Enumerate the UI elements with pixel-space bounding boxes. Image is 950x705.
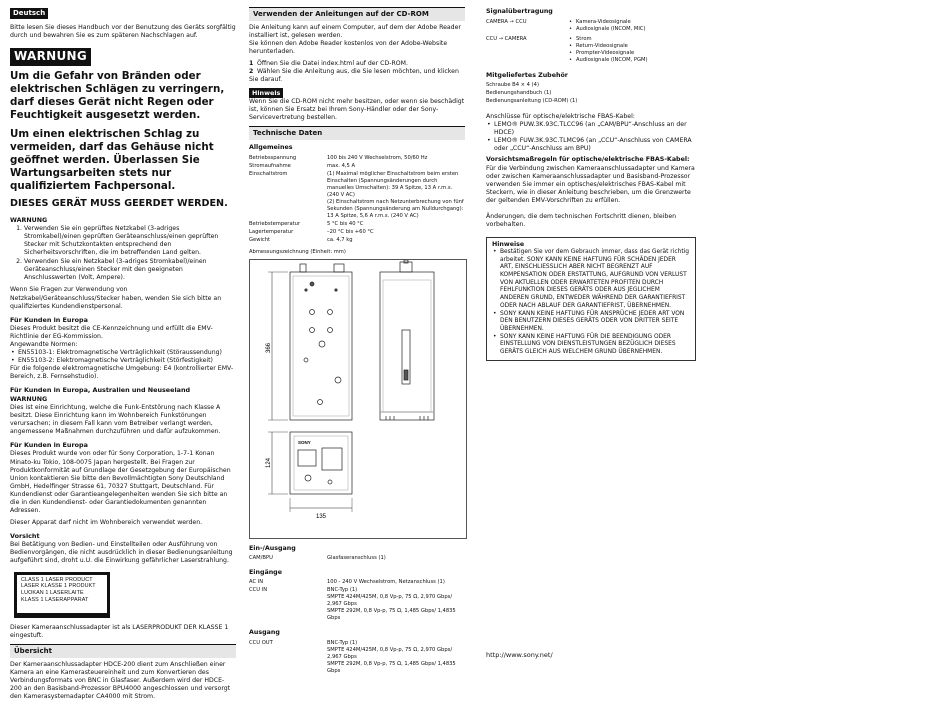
vorsicht-fbas-text: Für die Verbindung zwischen Kameraanschlussadapter und Kamera oder zwischen Kameraanschlussadapter und Basisband-Prozessor verwenden Sie immer ein optisches/elektrisches FBAS-Kabel mit Steckern, wie in dieser Anleitung beschrieben, um die Grenzwerte der geltenden EMV-Vorschriften zu erfüllen. — [486, 164, 695, 204]
eu-norms — [10, 349, 236, 365]
cd-text2: Sie können den Adobe Reader kostenlos von der Adobe-Website herunterladen. — [249, 40, 448, 56]
dim-135-label: 135 — [315, 514, 327, 521]
spec-key: CAM/BPU — [249, 555, 273, 562]
sony-logo: SONY — [298, 440, 311, 446]
uebersicht-heading: Übersicht — [10, 644, 236, 658]
uebersicht-text: Der Kameraanschlussadapter HDCE-200 dient zum Anschließen einer Kamera an eine Kamerasteuereinheit und zum Konvertieren des Verbindungsformats von BNC in Glasfaser. Außerdem wird der HDCE-200 an den Basisband-Prozessor BPU4000 angeschlossen und versorgt den Kamerasystemadapter CA4000 mit Strom. — [10, 660, 231, 701]
laser-line: LUOKAN 1 LASERLAITE — [21, 590, 84, 597]
spec-value: ca. 4,7 kg — [327, 237, 353, 244]
hinweise-heading: Hinweise — [492, 240, 525, 248]
list-item: • Return-Videosignale — [576, 43, 696, 50]
dim-124-label: 124 — [266, 458, 272, 469]
laser-line: LASER KLASSE 1 PRODUKT — [21, 583, 96, 590]
eu-norms-label: Angewandte Normen: — [10, 341, 78, 349]
warnung-list — [10, 225, 236, 282]
list-item: • LEMO® FUW.3K.93C.TLMC96 (an „CCU“-Anschluss von CAMERA oder „CCU“-Anschluss am BPU) — [494, 137, 696, 153]
tech-heading: Technische Daten — [249, 126, 465, 140]
spec-key: Lagertemperatur — [249, 229, 294, 236]
vorsicht-heading: Vorsicht — [10, 532, 40, 541]
spec-value: 5 °C bis 40 °C — [327, 221, 364, 228]
list-item: • SONY KANN KEINE HAFTUNG FÜR ANSPRÜCHE JEDER ART VON DEN BENUTZERN DIESES GERÄTS ODER VON DRITTER SEITE ÜBERNEHMEN. — [500, 311, 690, 334]
spec-key: Stromaufnahme — [249, 163, 291, 170]
hinweis-text: Wenn Sie die CD-ROM nicht mehr besitzen, oder wenn sie beschädigt ist, können Sie Ersatz bei Ihrem Sony-Händler oder der Sony-Servicevertretung bestellen. — [249, 97, 465, 121]
cd-text1: Die Anleitung kann auf einem Computer, auf dem der Adobe Reader installiert ist, gelesen werden. — [249, 24, 461, 40]
spec-value: 100 bis 240 V Wechselstrom, 50/60 Hz — [327, 155, 428, 162]
hinweis-tag: Hinweis — [249, 88, 283, 98]
spec-table — [249, 155, 465, 245]
spec-key: CCU OUT — [249, 639, 273, 646]
list-item: • Bestätigen Sie vor dem Gebrauch immer, dass das Gerät richtig arbeitet. SONY KANN KEINE HAFTUNG FÜR SCHÄDEN JEDER ART, EINSCHLIESSLICH ABER NICHT BEGRENZT AUF KOMPENSATION ODER ERSTATTUNG, AUFGRUND VON VERLUST VON AKTUELLEN ODER ERWARTETEN PROFITEN DURCH FEHLFUNKTION DIESES GERÄTS ODER AUS JEGLICHEM ANDEREN GRUND, ENTWEDER WÄHREND DER GARANTIEFRIST ODER NACH ABLAUF DER GARANTIEFRIST, ÜBERNEHMEN. — [500, 249, 690, 310]
column-left — [10, 8, 236, 705]
zubehoer-item: Schraube B4 × 4 (4) — [486, 82, 539, 89]
eu2-heading: Für Kunden in Europa, Australien und Neuseeland — [10, 386, 191, 395]
signal-key: CAMERA → CCU — [486, 19, 527, 26]
aenderungen-text: Änderungen, die dem technischen Fortschritt dienen, bleiben vorbehalten. — [486, 212, 677, 228]
spec-key: Gewicht — [249, 237, 271, 244]
warning-fire: Um die Gefahr von Bränden oder elektrischen Schlägen zu verringern, darf dieses Gerät nicht Regen oder Feuchtigkeit ausgesetzt werden. — [10, 69, 225, 122]
list-item: • Audiosignale (INCOM, PGM) — [576, 57, 696, 64]
laser-label — [14, 572, 110, 618]
eu-text: Dieses Produkt besitzt die CE-Kennzeichnung und erfüllt die EMV-Richtlinie der EG-Kommission. — [10, 324, 213, 341]
warning-box: WARNUNG — [10, 48, 91, 66]
spec-table — [249, 555, 465, 563]
list-item: • EN55103-1: Elektromagnetische Verträglichkeit (Störaussendung) — [18, 349, 236, 357]
spec-value: BNC-Typ (1) SMPTE 424M/425M, 0,8 Vp-p, 75 Ω, 2,970 Gbps/ 2,967 Gbps SMPTE 292M, 0,8 Vp-p, 75 Ω, 1,485 Gbps/ 1,4835 Gbps — [327, 639, 456, 674]
spec-value: 100 - 240 V Wechselstrom, Netzanschluss (1) — [327, 579, 445, 586]
signal-heading: Signalübertragung — [486, 8, 553, 15]
signal-table — [486, 19, 696, 64]
einaus-heading: Ein-/Ausgang — [249, 545, 296, 553]
list-item: 1. Verwenden Sie ein geprüftes Netzkabel (3-adriges Stromkabel)/einen geprüften Geräteanschluss/einen geprüften Stecker mit Schutzkontakten entsprechend den Sicherheitsvorschriften, die im betreffenden Land gelten. — [24, 225, 236, 257]
warning-shock: Um einen elektrischen Schlag zu vermeiden, darf das Gehäuse nicht geöffnet werden. Überlassen Sie Wartungsarbeiten stets nur qualifiziertem Fachpersonal. — [10, 127, 214, 193]
spec-table — [249, 640, 465, 676]
language-label: Deutsch — [10, 8, 48, 19]
column-right — [486, 8, 696, 361]
spec-value: max. 4,5 A — [327, 163, 356, 170]
spec-key: Betriebsspannung — [249, 155, 297, 162]
laser-text: Dieser Kameraanschlussadapter ist als LASERPRODUKT DER KLASSE 1 eingestuft. — [10, 623, 229, 639]
spec-value: –20 °C bis +60 °C — [327, 229, 374, 236]
cd-step: 1 Öffnen Sie die Datei index.html auf der CD-ROM. — [249, 60, 408, 68]
ausgang-heading: Ausgang — [249, 629, 280, 637]
list-item: • LEMO® PUW.3K.93C.TLCC96 (an „CAM/BPU“-Anschluss an der HDCE) — [494, 121, 696, 137]
eu3-text: Dieses Produkt wurde von oder für Sony Corporation, 1-7-1 Konan Minato-ku Tokio, 108-0075 Japan hergestellt. Bei Fragen zur Produktkonformität auf Grundlage der Gesetzgebung der Europäischen Union kontaktieren Sie bitte den Bevollmächtigten Sony Deutschland GmbH, Hedelfinger Strasse 61, 70327 Stuttgart, Deutschland. Für Kundendienst oder Garantieangelegenheiten wenden Sie sich bitte an die in den Kundendienst- oder Garantiedokumenten genannten Adressen. — [10, 450, 231, 514]
spec-table — [249, 579, 465, 623]
fragen-text: Wenn Sie Fragen zur Verwendung von Netzkabel/Geräteanschluss/Stecker haben, wenden Sie sich bitte an qualifiziertes Kundendienstpersonal. — [10, 286, 222, 310]
vorsicht-text: Bei Betätigung von Bedien- und Einstellteilen oder Ausführung von Bedienvorgängen, die nicht ausdrücklich in dieser Bedienungsanleitung aufgeführt sind, droht u.U. die Einwirkung gefährlicher Laserstrahlung. — [10, 541, 233, 565]
signal-items — [568, 19, 696, 33]
intro-text: Bitte lesen Sie dieses Handbuch vor der Benutzung des Geräts sorgfältig durch und bewahren Sie es zum späteren Nachschlagen auf. — [10, 24, 236, 40]
spec-value: Glasfaseranschluss (1) — [327, 555, 386, 562]
dimension-drawing — [249, 259, 467, 539]
list-item: • EN55103-2: Elektromagnetische Verträglichkeit (Störfestigkeit) — [18, 357, 236, 365]
fbas-intro: Anschlüsse für optische/elektrische FBAS-Kabel: — [486, 113, 635, 121]
list-item: • Prompter-Videosignale — [576, 50, 696, 57]
signal-key: CCU → CAMERA — [486, 36, 527, 43]
eu-environment: Für die folgende elektromagnetische Umgebung: E4 (kontrollierter EMV-Bereich, z.B. Fernsehstudio). — [10, 365, 234, 381]
eu-heading: Für Kunden in Europa — [10, 315, 88, 324]
zubehoer-heading: Mitgeliefertes Zubehör — [486, 72, 568, 80]
laser-line: CLASS 1 LASER PRODUCT — [21, 576, 93, 583]
signal-items — [568, 33, 696, 64]
cd-step: 2 Wählen Sie die Anleitung aus, die Sie lesen möchten, und klicken Sie darauf. — [249, 68, 459, 84]
zubehoer-item: Bedienungshandbuch (1) — [486, 89, 552, 96]
footer-url[interactable]: http://www.sony.net/ — [486, 651, 553, 659]
warnung-heading: WARNUNG — [10, 216, 48, 224]
spec-key: AC IN — [249, 579, 264, 586]
list-item: • Strom — [576, 36, 696, 43]
dimension-svg — [250, 260, 466, 538]
eingaenge-heading: Eingänge — [249, 569, 282, 577]
list-item: 2. Verwenden Sie ein Netzkabel (3-adriges Stromkabel)/einen Geräteanschluss/einen Stecker mit den geeigneten Anschlusswerten (Volt, Ampere). — [24, 258, 236, 282]
laser-line: KLASS 1 LASERAPPARAT — [21, 596, 89, 603]
list-item: • Audiosignale (INCOM, MIC) — [576, 26, 696, 33]
column-middle — [249, 4, 465, 679]
wohnbereich-text: Dieser Apparat darf nicht im Wohnbereich verwendet werden. — [10, 518, 203, 526]
fbas-list — [486, 121, 696, 153]
spec-key: Betriebstemperatur — [249, 221, 301, 228]
allgemeines-heading: Allgemeines — [249, 144, 293, 152]
zubehoer-item: Bedienungsanleitung (CD-ROM) (1) — [486, 97, 578, 104]
spec-value: BNC-Typ (1) SMPTE 424M/425M, 0,8 Vp-p, 75 Ω, 2,970 Gbps/ 2,967 Gbps SMPTE 292M, 0,8 Vp-p, 75 Ω, 1,485 Gbps/ 1,4835 Gbps — [327, 587, 456, 622]
list-item: • Kamera-Videosignale — [576, 19, 696, 26]
spec-value: (1) Maximal möglicher Einschaltstrom beim ersten Einschalten (Spannungsänderungen durch manuelles Umschalten): 39 A Spitze, 13 A r.m.s. (240 V AC) (2) Einschaltstrom nach Netzunterbrechung von fünf Sekunden (Spannungsänderung am Nulldurchgang): 13 A Spitze, 5,6 A r.m.s. (240 V AC) — [327, 171, 464, 220]
spec-key: CCU IN — [249, 587, 268, 594]
dim-366-label: 366 — [266, 343, 272, 354]
eu3-heading: Für Kunden in Europa — [10, 441, 88, 450]
spec-key: Einschaltstrom — [249, 171, 288, 178]
drawing-caption: Abmessungszeichnung (Einheit: mm) — [249, 248, 346, 255]
warning-ground: DIESES GERÄT MUSS GEERDET WERDEN. — [10, 198, 228, 210]
hinweise-box — [486, 237, 696, 361]
eu2-subheading: WARNUNG — [10, 395, 48, 403]
cd-heading: Verwenden der Anleitungen auf der CD-ROM — [249, 7, 465, 21]
eu2-text: Dies ist eine Einrichtung, welche die Funk-Entstörung nach Klasse A besitzt. Diese Einrichtung kann im Wohnbereich Funkstörungen verursachen; in diesem Fall kann vom Betreiber verlangt werden, angemessene Maßnahmen durchzuführen und dafür aufzukommen. — [10, 403, 221, 436]
list-item: • SONY KANN KEINE HAFTUNG FÜR DIE BEENDIGUNG ODER EINSTELLUNG VON DIENSTLEISTUNGEN BEZÜGLICH DIESES GERÄTS GLEICH AUS WELCHEM GRUND ÜBERNEHMEN. — [500, 334, 690, 357]
vorsicht-fbas-heading: Vorsichtsmaßregeln für optische/elektrische FBAS-Kabel: — [486, 156, 690, 164]
